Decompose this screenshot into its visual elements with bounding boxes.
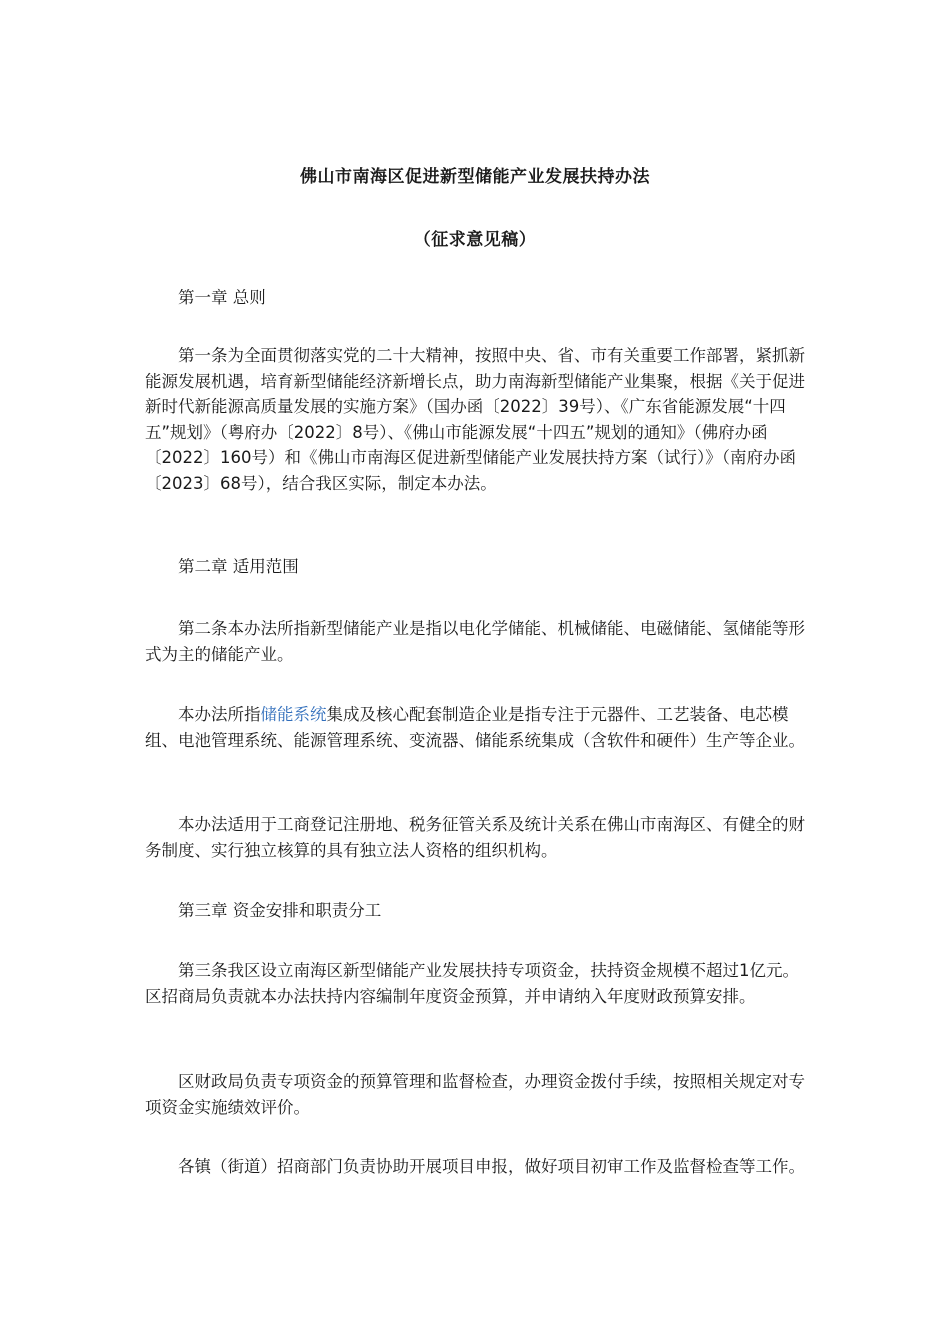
scope-paragraph-text	[145, 702, 805, 753]
article-1	[145, 343, 805, 496]
towns-paragraph-text: 各镇（街道）招商部门负责协助开展项目申报，做好项目初审工作及监督检查等工作。	[178, 1157, 805, 1176]
applicability-paragraph-text: 本办法适用于工商登记注册地、税务征管关系及统计关系在佛山市南海区、有健全的财务制度、实行独立核算的具有独立法人资格的组织机构。	[145, 815, 805, 860]
finance-paragraph	[145, 1069, 805, 1120]
document-subtitle: （征求意见稿）	[413, 230, 537, 250]
towns-paragraph	[145, 1154, 805, 1180]
article-3	[145, 958, 805, 1009]
scope-suffix: 集成及核心配套制造企业是指专注于元器件、工艺装备、电芯模组、电池管理系统、能源管理系统、变流器、储能系统集成（含软件和硬件）生产等企业。	[145, 705, 805, 750]
chapter-1-heading: 第一章 总则	[178, 288, 266, 307]
chapter-2-heading: 第二章 适用范围	[178, 557, 299, 576]
article-2-text: 第二条本办法所指新型储能产业是指以电化学储能、机械储能、电磁储能、氢储能等形式为主的储能产业。	[145, 619, 805, 664]
article-1-text: 第一条为全面贯彻落实党的二十大精神，按照中央、省、市有关重要工作部署，紧抓新能源发展机遇，培育新型储能经济新增长点，助力南海新型储能产业集聚，根据《关于促进新时代新能源高质量发展的实施方案》（国办函〔2022〕39号）、《广东省能源发展“十四五”规划》（粤府办〔2022〕8号）、《佛山市能源发展“十四五”规划的通知》（佛府办函〔2022〕160号）和《佛山市南海区促进新型储能产业发展扶持方案（试行）》（南府办函〔2023〕68号），结合我区实际，制定本办法。	[145, 346, 805, 493]
document-title: 佛山市南海区促进新型储能产业发展扶持办法	[300, 167, 650, 187]
chapter-3-heading: 第三章 资金安排和职责分工	[178, 901, 382, 920]
energy-storage-system-link[interactable]: 储能系统	[260, 705, 327, 724]
article-2	[145, 616, 805, 667]
article-3-text: 第三条我区设立南海区新型储能产业发展扶持专项资金，扶持资金规模不超过1亿元。区招商局负责就本办法扶持内容编制年度资金预算，并申请纳入年度财政预算安排。	[145, 961, 799, 1006]
applicability-paragraph	[145, 812, 805, 863]
scope-prefix: 本办法所指	[178, 705, 261, 724]
finance-paragraph-text: 区财政局负责专项资金的预算管理和监督检查，办理资金拨付手续，按照相关规定对专项资金实施绩效评价。	[145, 1072, 805, 1117]
scope-paragraph	[145, 702, 805, 753]
